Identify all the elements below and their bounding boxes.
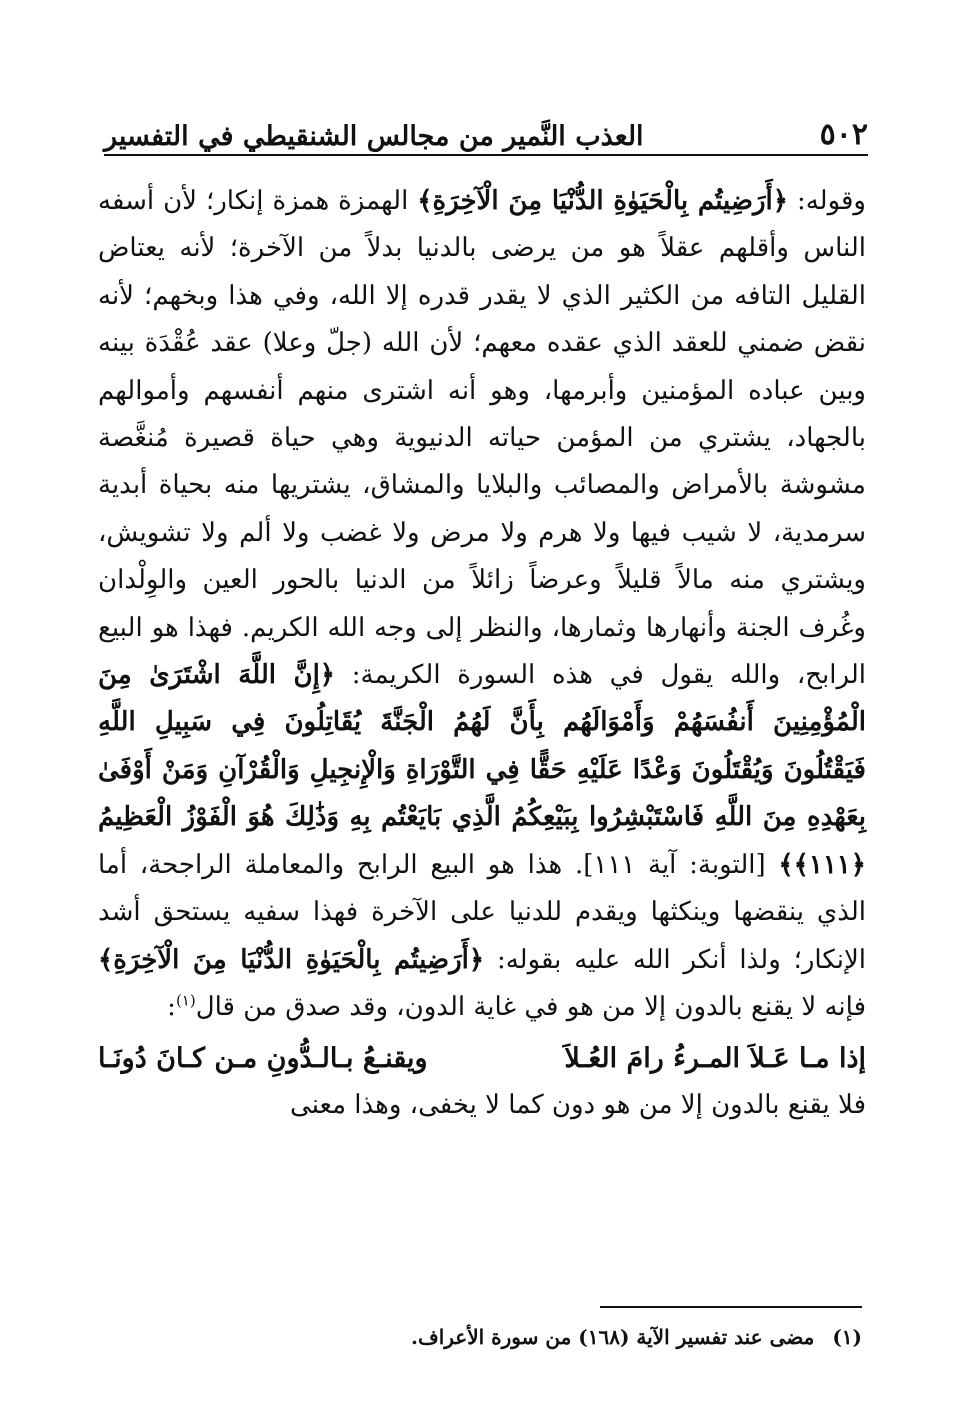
- footnote-text: مضى عند تفسير الآية (١٦٨) من سورة الأعراف.: [411, 1325, 815, 1349]
- footnote-divider: [600, 1306, 862, 1308]
- text-run: الهمزة همزة إنكار؛ لأن أسفه الناس وأقلهم عقلاً هو من يرضى بالدنيا بدلاً من الآخرة؛ لأنه يعتاض القليل التافه من الكثير الذي لا يقدر قدره إلا الله، وفي هذا وبخهم؛ لأنه نقض ضمني للعقد الذي عقده معهم؛ لأن الله (جلّ وعلا) عقد عُقْدَة بينه وبين عباده المؤمنين وأبرمها، وهو أنه اشترى منهم أنفسهم وأموالهم بالجهاد، يشتري من المؤمن حياته الدنيوية وهي حياة قصيرة مُنغَّصة مشوشة بالأمراض والمصائب والبلايا والمشاق، يشتريها منه بحياة أبدية سرمدية، لا شيب فيها ولا هرم ولا مرض ولا غضب ولا ألم ولا تشويش، ويشتري منه مالاً قليلاً وعرضاً زائلاً من الدنيا بالحور العين والوِلْدان وغُرف الجنة وأنهارها وثمارها، والنظر إلى وجه الله الكريم. فهذا هو البيع الرابح، والله يقول في هذه السورة الكريمة:: [98, 186, 866, 691]
- running-title: العذب النَّمير من مجالس الشنقيطي في التفسير: [104, 121, 644, 152]
- quran-verse: ﴿إِنَّ اللَّهَ اشْتَرَىٰ مِنَ الْمُؤْمِنِينَ أَنفُسَهُمْ وَأَمْوَالَهُم بِأَنَّ لَهُمُ الْجَنَّةَ يُقَاتِلُونَ فِي سَبِيلِ اللَّهِ فَيَقْتُلُونَ وَيُقْتَلُونَ وَعْدًا عَلَيْهِ حَقًّا فِي التَّوْرَاةِ وَالْإِنجِيلِ وَالْقُرْآنِ وَمَنْ أَوْفَىٰ بِعَهْدِهِ مِنَ اللَّهِ فَاسْتَبْشِرُوا بِبَيْعِكُمُ الَّذِي بَايَعْتُم بِهِ وَذَٰلِكَ هُوَ الْفَوْزُ الْعَظِيمُ ﴿١١١﴾﴾: [98, 660, 866, 880]
- footnote: [104, 1322, 862, 1352]
- text-run: :: [167, 991, 176, 1022]
- page-header: [104, 108, 868, 152]
- text-run: وقوله:: [787, 186, 866, 216]
- footnote-number: (١): [832, 1325, 862, 1349]
- footnote-reference: (١): [175, 991, 196, 1010]
- verse-second-hemistich: ويقنـعُ بـالـدُّونِ مـن كـانَ دُونَـا: [98, 1043, 428, 1075]
- header-divider: [104, 154, 868, 156]
- paragraph: [98, 178, 866, 1031]
- text-run: [التوبة: آية ١١١]. هذا هو البيع الرابح والمعاملة الراجحة، أما الذي ينقضها وينكثها ويقدم للدنيا على الآخرة فهذا سفيه يستحق أشد الإنكار؛ ولذا أنكر الله عليه بقوله:: [98, 849, 866, 975]
- quran-verse: ﴿أَرَضِيتُم بِالْحَيَوٰةِ الدُّنْيَا مِنَ الْآخِرَةِ﴾: [417, 186, 788, 216]
- verse-first-hemistich: إذا مـا عَـلاَ المـرءُ رامَ العُـلاَ: [564, 1043, 866, 1075]
- poetry-verse: [98, 1035, 866, 1082]
- text-run: فلا يقنع بالدون إلا من هو دون كما لا يخفى، وهذا معنى: [290, 1090, 866, 1121]
- text-run: فإنه لا يقنع بالدون إلا من هو في غاية الدون، وقد صدق من قال: [195, 991, 866, 1022]
- page-number: ٥٠٢: [819, 117, 868, 152]
- paragraph: [98, 1082, 866, 1129]
- main-text: [98, 178, 866, 1130]
- quran-verse: ﴿أَرَضِيتُم بِالْحَيَوٰةِ الدُّنْيَا مِنَ الْآخِرَةِ﴾: [98, 944, 485, 975]
